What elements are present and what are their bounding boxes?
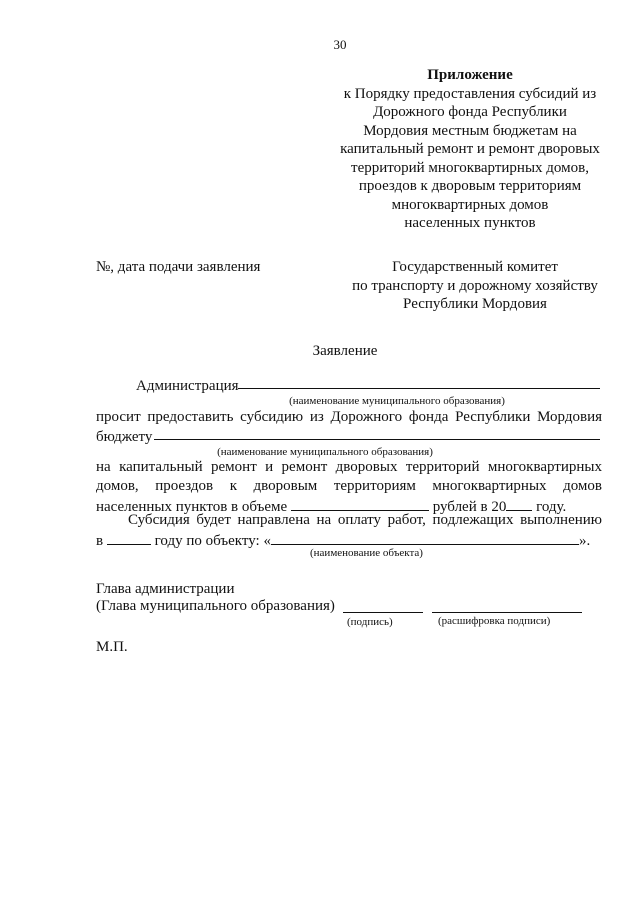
appendix-title: Приложение xyxy=(427,67,513,83)
year-field[interactable] xyxy=(107,530,151,545)
addressee-line: Государственный комитет xyxy=(392,259,558,275)
municipality-caption: (наименование муниципального образования) xyxy=(289,395,505,407)
administration-label: Администрация xyxy=(136,378,239,394)
statement-title: Заявление xyxy=(312,343,378,359)
year-prefix: в xyxy=(96,533,104,549)
signature-decode-field[interactable] xyxy=(432,612,582,613)
number-date-label: №, дата подачи заявления xyxy=(96,259,261,275)
appendix-line: территорий многоквартирных домов, xyxy=(351,159,589,176)
appendix-line: многоквартирных домов xyxy=(391,196,549,213)
appendix-line: населенных пунктов xyxy=(404,215,536,231)
addressee-block xyxy=(330,258,620,314)
appendix-line: Мордовия местным бюджетам на xyxy=(363,122,577,139)
object-field[interactable] xyxy=(271,530,579,545)
request-line: просит предоставить субсидию из Дорожного фонда Республики Мордовия xyxy=(96,409,602,425)
purpose-line-2: домов, проездов к дворовым территориям многоквартирных домов xyxy=(96,478,602,494)
appendix-line: капитальный ремонт и ремонт дворовых xyxy=(340,141,600,157)
object-end: ». xyxy=(578,533,591,549)
budget-label: бюджету xyxy=(96,429,153,445)
budget-caption: (наименование муниципального образования) xyxy=(217,446,433,458)
purpose-line-1: на капитальный ремонт и ремонт дворовых территорий многоквартирных xyxy=(96,459,602,475)
appendix-line: к Порядку предоставления субсидий из xyxy=(343,85,597,102)
year-suffix-field[interactable] xyxy=(506,496,532,511)
page-number: 30 xyxy=(333,37,347,52)
appendix-block xyxy=(330,66,610,233)
appendix-line: проездов к дворовым территориям xyxy=(358,178,582,194)
head-label-1: Глава администрации xyxy=(96,581,235,597)
budget-field[interactable] xyxy=(154,439,600,440)
subsidy-line: Субсидия будет направлена на оплату работ, подлежащих выполнению xyxy=(128,512,602,528)
head-label-2: (Глава муниципального образования) xyxy=(96,598,335,614)
signature-decode-caption: (расшифровка подписи) xyxy=(438,615,551,627)
addressee-line: по транспорту и дорожному хозяйству xyxy=(352,277,598,294)
purpose-line-3-mid: рублей в 20 xyxy=(432,499,507,515)
signature-caption: (подпись) xyxy=(347,616,393,628)
amount-field[interactable] xyxy=(291,496,429,511)
appendix-line: Дорожного фонда Республики xyxy=(373,104,567,120)
signature-field[interactable] xyxy=(343,612,423,613)
administration-field[interactable] xyxy=(238,388,600,389)
year-suffix: году по объекту: « xyxy=(154,533,271,549)
addressee-line: Республики Мордовия xyxy=(403,296,547,312)
object-caption: (наименование объекта) xyxy=(310,547,423,559)
seal-label: М.П. xyxy=(96,639,128,655)
purpose-line-3-start: населенных пунктов в объеме xyxy=(96,499,288,515)
purpose-line-3-end: году. xyxy=(536,499,567,515)
